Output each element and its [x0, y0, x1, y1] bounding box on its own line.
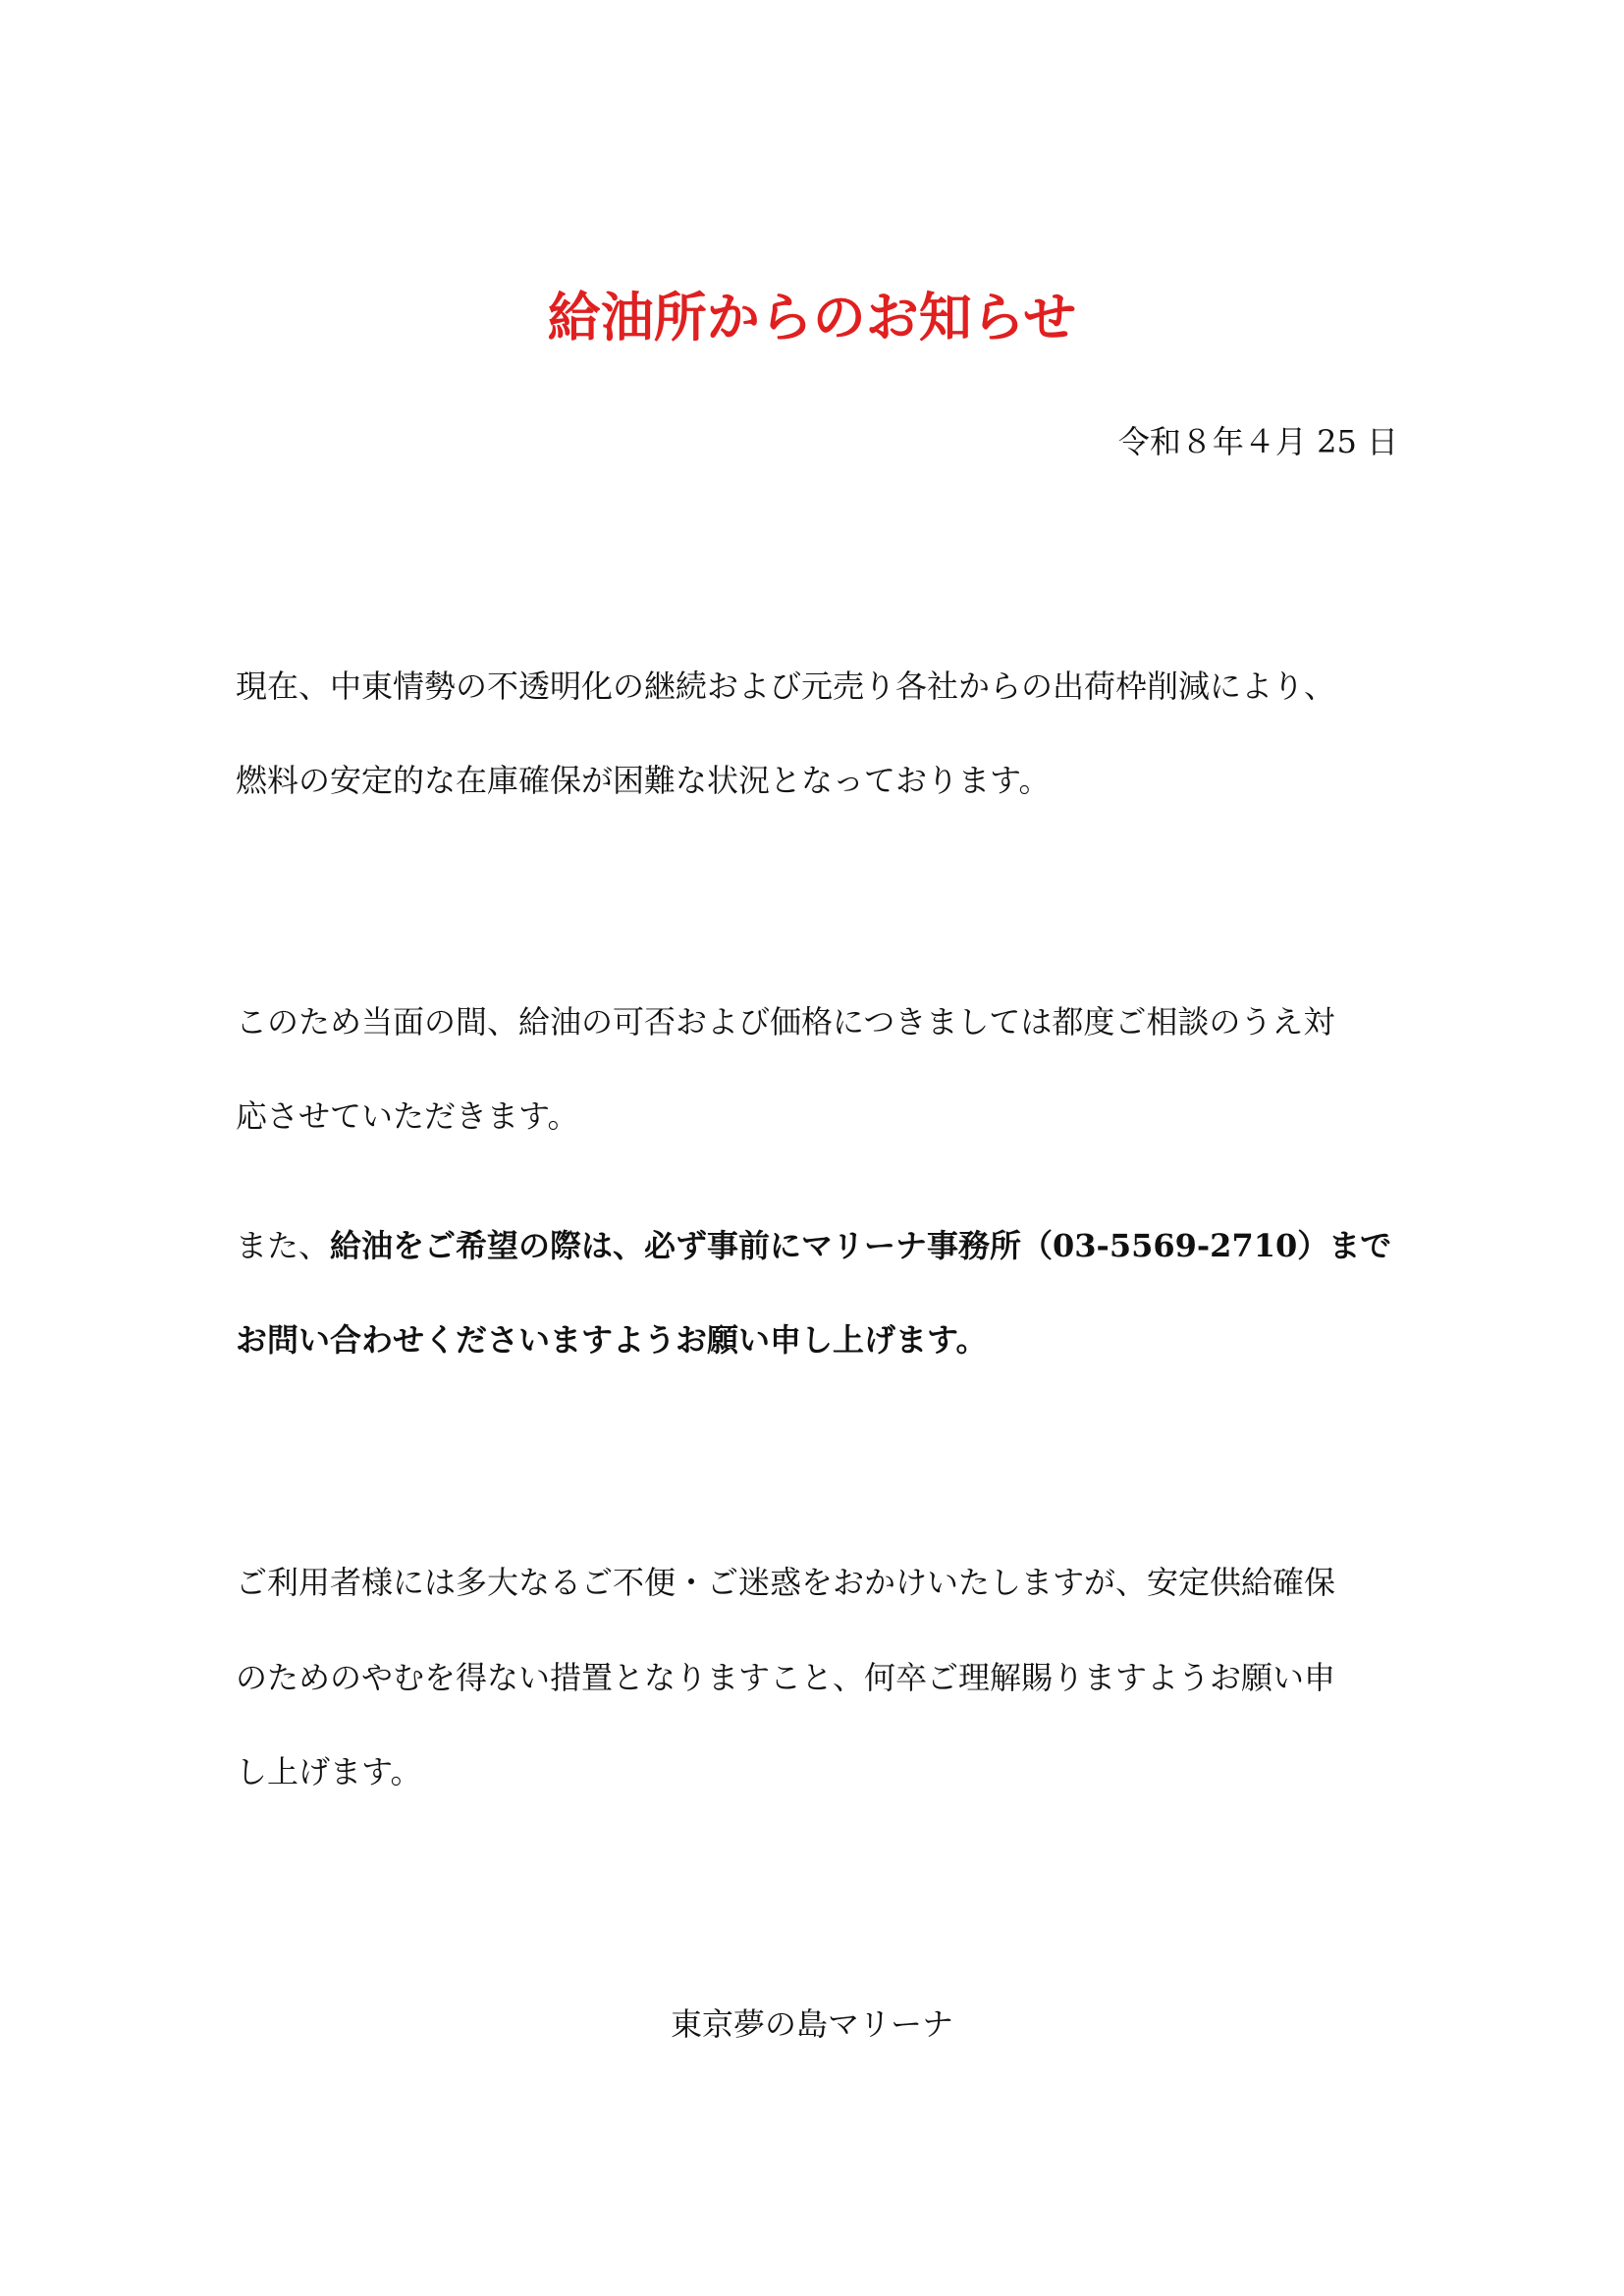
paragraph4-line1: ご利用者様には多大なるご不便・ご迷惑をおかけいたしますが、安定供給確保: [236, 1564, 1336, 1601]
paragraph4-line2: のためのやむを得ない措置となりますこと、何卒ご理解賜りますようお願い申: [236, 1659, 1336, 1696]
paragraph2-line1: このため当面の間、給油の可否および価格につきましては都度ご相談のうえ対: [236, 1003, 1335, 1041]
paragraph3-line1: [236, 1224, 1391, 1267]
paragraph1-line1: 現在、中東情勢の不透明化の継続および元売り各社からの出荷枠削減により、: [236, 667, 1336, 705]
notice-title: 給油所からのお知らせ: [547, 286, 1077, 348]
paragraph3-line2: お問い合わせくださいますようお願い申し上げます。: [236, 1321, 988, 1359]
paragraph1-line2: 燃料の安定的な在庫確保が困難な状況となっております。: [236, 762, 1051, 799]
notice-date: 令和８年４月 25 日: [1117, 423, 1398, 460]
paragraph3-bold-text: 給油をご希望の際は、必ず事前にマリーナ事務所（03-5569-2710）まで: [330, 1227, 1392, 1264]
signature: 東京夢の島マリーナ: [670, 2005, 953, 2043]
paragraph2-line2: 応させていただきます。: [236, 1097, 579, 1135]
paragraph4-line3: し上げます。: [236, 1753, 422, 1790]
paragraph3-prefix: また、: [236, 1227, 331, 1264]
